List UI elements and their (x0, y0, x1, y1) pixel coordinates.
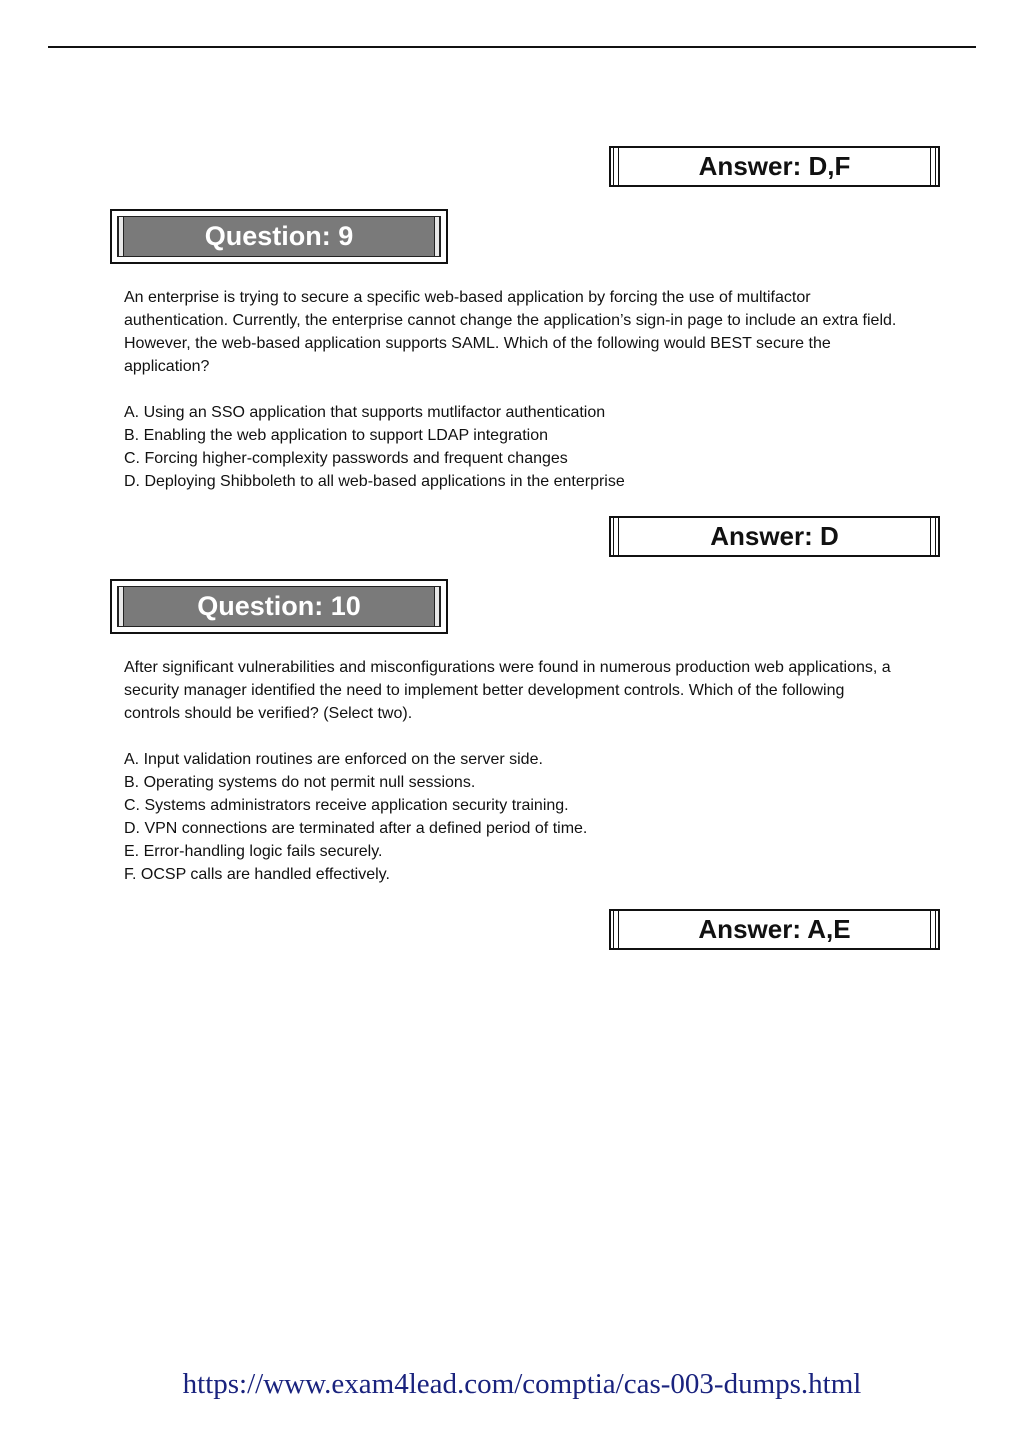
option-c: C. Forcing higher-complexity passwords and frequent changes (124, 450, 568, 467)
option-e: E. Error-handling logic fails securely. (124, 843, 383, 860)
question-banner-10 (110, 579, 448, 634)
question-text: After significant vulnerabilities and misconfigurations were found in numerous production web applications, a security manager identified the need to implement better development controls. Which of the following controls should be verified? (Select two). (124, 659, 891, 722)
answer-box-q9 (609, 516, 940, 557)
question-9-body (124, 286, 904, 493)
question-banner-9 (110, 209, 448, 264)
option-a: A. Using an SSO application that supports mutlifactor authentication (124, 404, 606, 421)
top-divider (48, 46, 976, 48)
question-title: Question: 10 (197, 591, 361, 621)
option-b: B. Enabling the web application to support LDAP integration (124, 427, 548, 444)
option-b: B. Operating systems do not permit null sessions. (124, 774, 476, 791)
answer-text: Answer: A,E (698, 914, 851, 944)
options-list (124, 748, 904, 886)
option-c: C. Systems administrators receive application security training. (124, 797, 569, 814)
answer-box-q10 (609, 909, 940, 950)
question-title: Question: 9 (204, 221, 354, 251)
answer-box-previous (609, 146, 940, 187)
question-10-body (124, 656, 904, 886)
option-f: F. OCSP calls are handled effectively. (124, 866, 390, 883)
footer-url-link[interactable]: https://www.exam4lead.com/comptia/cas-003-dumps.html (182, 1368, 862, 1400)
question-text: An enterprise is trying to secure a specific web-based application by forcing the use of multifactor authentication. Currently, the enterprise cannot change the application’s sign-in page to include an extra field. However, the web-based application supports SAML. Which of the following would BEST secure the application? (124, 289, 897, 375)
answer-text: Answer: D (710, 521, 839, 551)
options-list (124, 401, 904, 493)
answer-text: Answer: D,F (698, 151, 851, 181)
option-a: A. Input validation routines are enforced on the server side. (124, 751, 543, 768)
option-d: D. Deploying Shibboleth to all web-based applications in the enterprise (124, 473, 625, 490)
option-d: D. VPN connections are terminated after a defined period of time. (124, 820, 588, 837)
